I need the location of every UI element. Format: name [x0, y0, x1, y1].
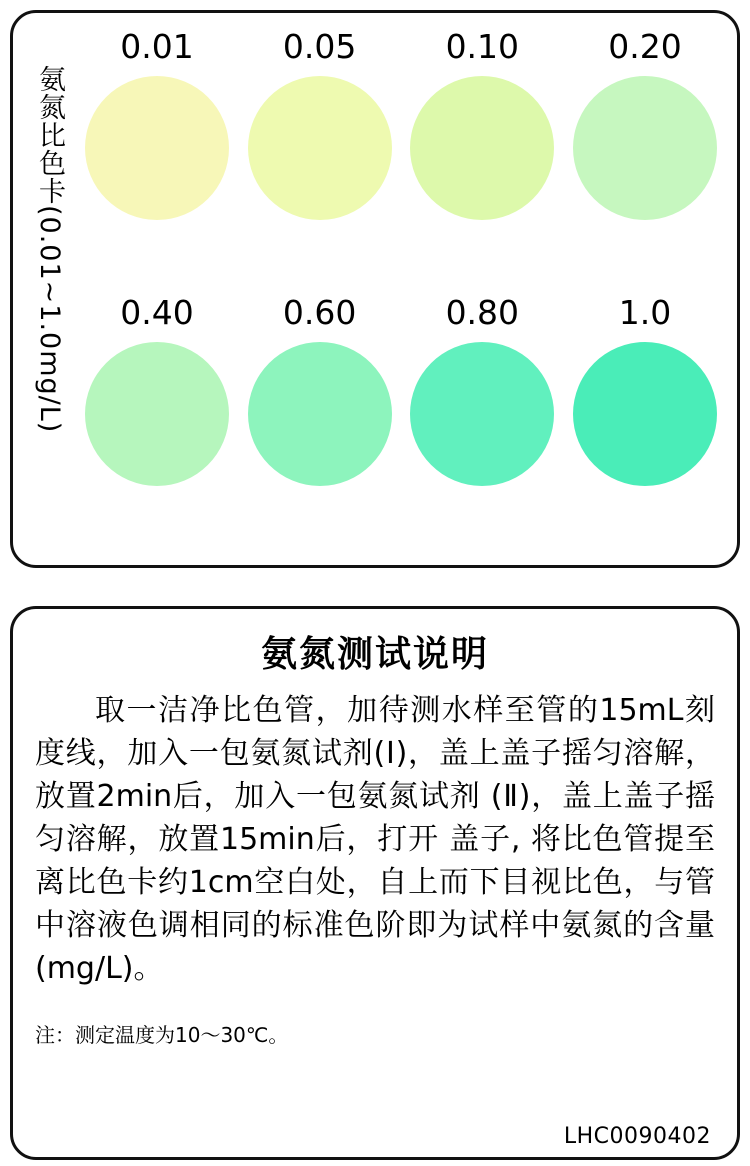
swatch-circle — [248, 76, 392, 220]
swatch-item[interactable] — [244, 293, 396, 486]
chart-axis-label: 氨氮比色卡(0.01~1.0mg/L) — [34, 65, 65, 434]
instructions-note: 注：测定温度为10～30℃。 — [35, 1023, 289, 1047]
instructions-title: 氨氮测试说明 — [260, 634, 489, 675]
swatch-circle — [573, 76, 717, 220]
swatch-value: 0.01 — [120, 27, 194, 66]
swatch-value: 1.0 — [618, 293, 672, 332]
swatch-item[interactable] — [81, 27, 233, 220]
swatch-circle — [573, 342, 717, 486]
swatch-circle — [85, 342, 229, 486]
swatch-grid — [79, 27, 727, 551]
swatch-row — [79, 27, 727, 220]
instructions-card — [10, 606, 740, 1160]
swatch-circle — [248, 342, 392, 486]
swatch-value: 0.80 — [445, 293, 520, 332]
swatch-item[interactable] — [81, 293, 233, 486]
swatch-value: 0.40 — [120, 293, 194, 332]
swatch-circle — [85, 76, 229, 220]
product-code: LHC0090402 — [563, 1124, 711, 1149]
color-chart-card — [10, 10, 740, 568]
swatch-item[interactable] — [406, 27, 558, 220]
instructions-body: 取一洁净比色管，加待测水样至管的15mL刻度线，加入一包氨氮试剂(Ⅰ)，盖上盖子摇匀溶解，放置2min后，加入一包氨氮试剂 (Ⅱ)，盖上盖子摇匀溶解，放置15min后，打开 盖子, 将比色管提至离比色卡约1cm空白处，自上而下目视比色，与管中溶液色调相同的标准色阶即为试样中氨氮的含量(mg/L)。 — [35, 693, 715, 986]
swatch-item[interactable] — [406, 293, 558, 486]
swatch-item[interactable] — [569, 293, 721, 486]
swatch-value: 0.60 — [282, 293, 357, 332]
swatch-circle — [410, 76, 554, 220]
swatch-value: 0.10 — [445, 27, 520, 66]
swatch-row — [79, 293, 727, 486]
swatch-item[interactable] — [569, 27, 721, 220]
swatch-circle — [410, 342, 554, 486]
swatch-item[interactable] — [244, 27, 396, 220]
swatch-value: 0.05 — [282, 27, 357, 66]
swatch-value: 0.20 — [608, 27, 682, 66]
